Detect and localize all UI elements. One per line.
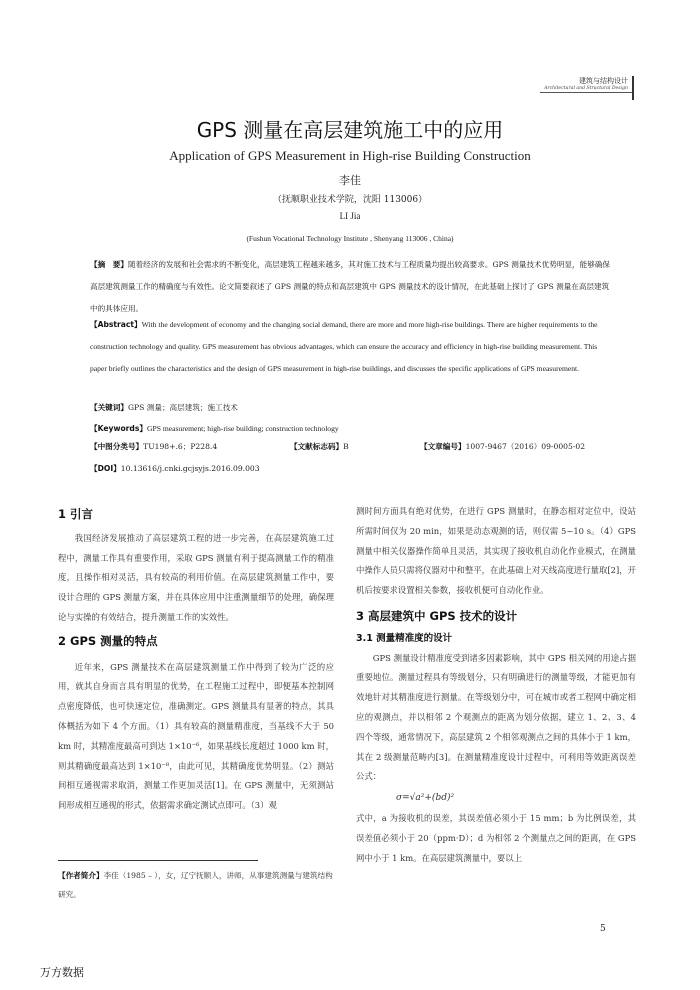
section-3-1-paragraph-2: 式中，a 为接收机的误差，其误差值必须小于 15 mm；b 为比例误差，其误差值必须小于 20（ppm·D）；d 为相邻 2 个测量点之间的距离，在 GPS 网中小于 1 km。在高层建筑测量中，要以上 [356, 813, 636, 863]
section-3-heading: 3 高层建筑中 GPS 技术的设计 [356, 608, 518, 623]
abstract-en-text: With the development of economy and the changing social demand, there are more and more high-rise buildings. There are higher requirements to the construction technology and quality. GPS measurement has obvious advantages, which can ensure the accuracy and efficiency in high-rise building measurement. This paper briefly outlines the characteristics and the design of GPS measurement in high-rise buildings, and discusses the specific applications of GPS measurement. [90, 320, 598, 373]
doi-value[interactable]: 10.13616/j.cnki.gcjsyjs.2016.09.003 [120, 464, 260, 473]
author-affiliation-en: (Fushun Vocational Technology Institute , Shenyang 113006 , China) [246, 234, 454, 243]
abstract-cn-text: 随着经济的发展和社会需求的不断变化，高层建筑工程越来越多，其对施工技术与工程质量均提出较高要求。GPS 测量技术优势明显，能够确保高层建筑测量工作的精确度与有效性。论文简要叙述了 GPS 测量的特点和高层建筑中 GPS 测量技术的设计情况，在此基础上探讨了 GPS 测量在高层建筑中的具体应用。 [90, 260, 610, 313]
footnote-rule [58, 860, 258, 861]
author-name-en: LI Jia [339, 211, 361, 221]
clc-tag: 【中图分类号】 [90, 442, 144, 451]
keywords-cn-tag: 【关键词】 [90, 403, 128, 412]
keywords-cn [90, 397, 610, 419]
doi-tag: 【DOI】 [90, 464, 121, 473]
paper-title-en: Application of GPS Measurement in High-rise Building Construction [169, 148, 531, 163]
section-1-heading: 1 引言 [58, 507, 94, 521]
keywords-en [90, 418, 610, 440]
abstract-en [90, 314, 610, 380]
article-number-field [420, 438, 585, 456]
section-2-paragraph: 近年来，GPS 测量技术在高层建筑测量工作中得到了较为广泛的应用，就其自身而言具有明显的优势，在工程施工过程中，即便基本控制网点密度降低，也可快速定位，准确测定。GPS 测量具有显著的特点，其具体概括为如下 4 个方面。（1）具有较高的测量精准度，当基线不大于 50 km 时，其精准度最高可到达 1×10⁻⁶，如果基线长度超过 1000 km 时，则其精确度最高达到 1×10⁻⁸，由此可见，其精确度优势明显。（2）测站间相互通视需求取消，测量工作更加灵活[1]。在 GPS 测量中，无须测站间形成相互通视的形式，依据需求确定测试点即可。（3）观 [58, 661, 334, 811]
abstract-cn [90, 254, 610, 320]
error-formula: σ=√a²+(bd)² [396, 793, 455, 804]
doc-code-tag: 【文献标志码】 [290, 442, 344, 451]
section-2-heading: 2 GPS 测量的特点 [58, 633, 158, 648]
footnote-text: 李佳（1985 – ），女，辽宁抚顺人，讲师，从事建筑测量与建筑结构研究。 [58, 871, 333, 899]
journal-section-subtitle: Architectural and Structural Design [544, 86, 628, 91]
article-number-value: 1007-9467（2016）09-0005-02 [465, 442, 586, 451]
author-name-cn: 李佳 [339, 174, 361, 187]
author-affiliation-cn: （抚顺职业技术学院，沈阳 113006） [272, 195, 428, 205]
abstract-en-tag: 【Abstract】 [90, 320, 142, 329]
section-2-continued: 测时间方面具有绝对优势，在进行 GPS 测量时，在静态相对定位中，设站所需时间仅为 20 min，如果是动态观测的话，则仅需 5~10 s。（4）GPS 测量中相关仪器操作简单且灵活，其实现了接收机自动化作业模式，在测量中操作人员只需将仪器对中和整平，在此基础上对天线高度进行量取[2]，开机后按要求设置相关参数，接收机便可自动化作业。 [356, 506, 636, 596]
keywords-en-text: GPS measurement; high-rise building; construction technology [146, 424, 339, 433]
doc-code-value: B [343, 442, 349, 451]
left-column [58, 505, 334, 816]
section-3-1-paragraph: GPS 测量设计精准度受到诸多因素影响，其中 GPS 相关网的用途占据重要地位。测量过程具有等级划分，只有明确进行的测量等级，才能更加有效地针对其精准度进行测量。在等级划分中，可在城市或者工程网中确定相应的观测点，并以相邻 2 个观测点的距离为划分依据，建立 1、2、3、4 四个等级，通常情况下，高层建筑 2 个相邻观测点之间的具体小于 1 km，其在 2 级测量范畴内[3]。在测量精准度设计过程中，可利用等效距离误差公式： [356, 652, 636, 782]
article-number-tag: 【文章编号】 [420, 442, 466, 451]
header-bar [632, 76, 634, 100]
paper-title-cn: GPS 测量在高层建筑施工中的应用 [196, 118, 504, 142]
section-1-paragraph: 我国经济发展推动了高层建筑工程的进一步完善，在高层建筑施工过程中，测量工作具有重要作用，采取 GPS 测量有利于提高测量工作的精准度，且操作相对灵活，具有较高的利用价值。在高层建筑测量工作中，要设计合理的 GPS 测量方案，并在具体应用中注重测量细节的处理，确保理论与实操的有效结合，提升测量工作的实效性。 [58, 532, 334, 622]
journal-section-title: 建筑与结构设计 [579, 77, 628, 85]
doc-code-field [290, 438, 349, 456]
header-rule [540, 92, 632, 93]
clc-value: TU198+.6；P228.4 [143, 442, 218, 451]
clc-field [90, 438, 217, 456]
section-3-1-heading: 3.1 测量精准度的设计 [356, 632, 453, 644]
page-number: 5 [600, 924, 606, 934]
doi-line [90, 458, 610, 480]
keywords-en-tag: 【Keywords】 [90, 424, 147, 433]
keywords-cn-text: GPS 测量；高层建筑；施工技术 [127, 403, 238, 412]
abstract-cn-tag: 【摘 要】 [90, 260, 128, 269]
footnote-tag: 【作者简介】 [58, 871, 104, 880]
right-column [356, 502, 636, 869]
footer-brand: 万方数据 [40, 966, 84, 979]
author-footnote [58, 866, 334, 904]
